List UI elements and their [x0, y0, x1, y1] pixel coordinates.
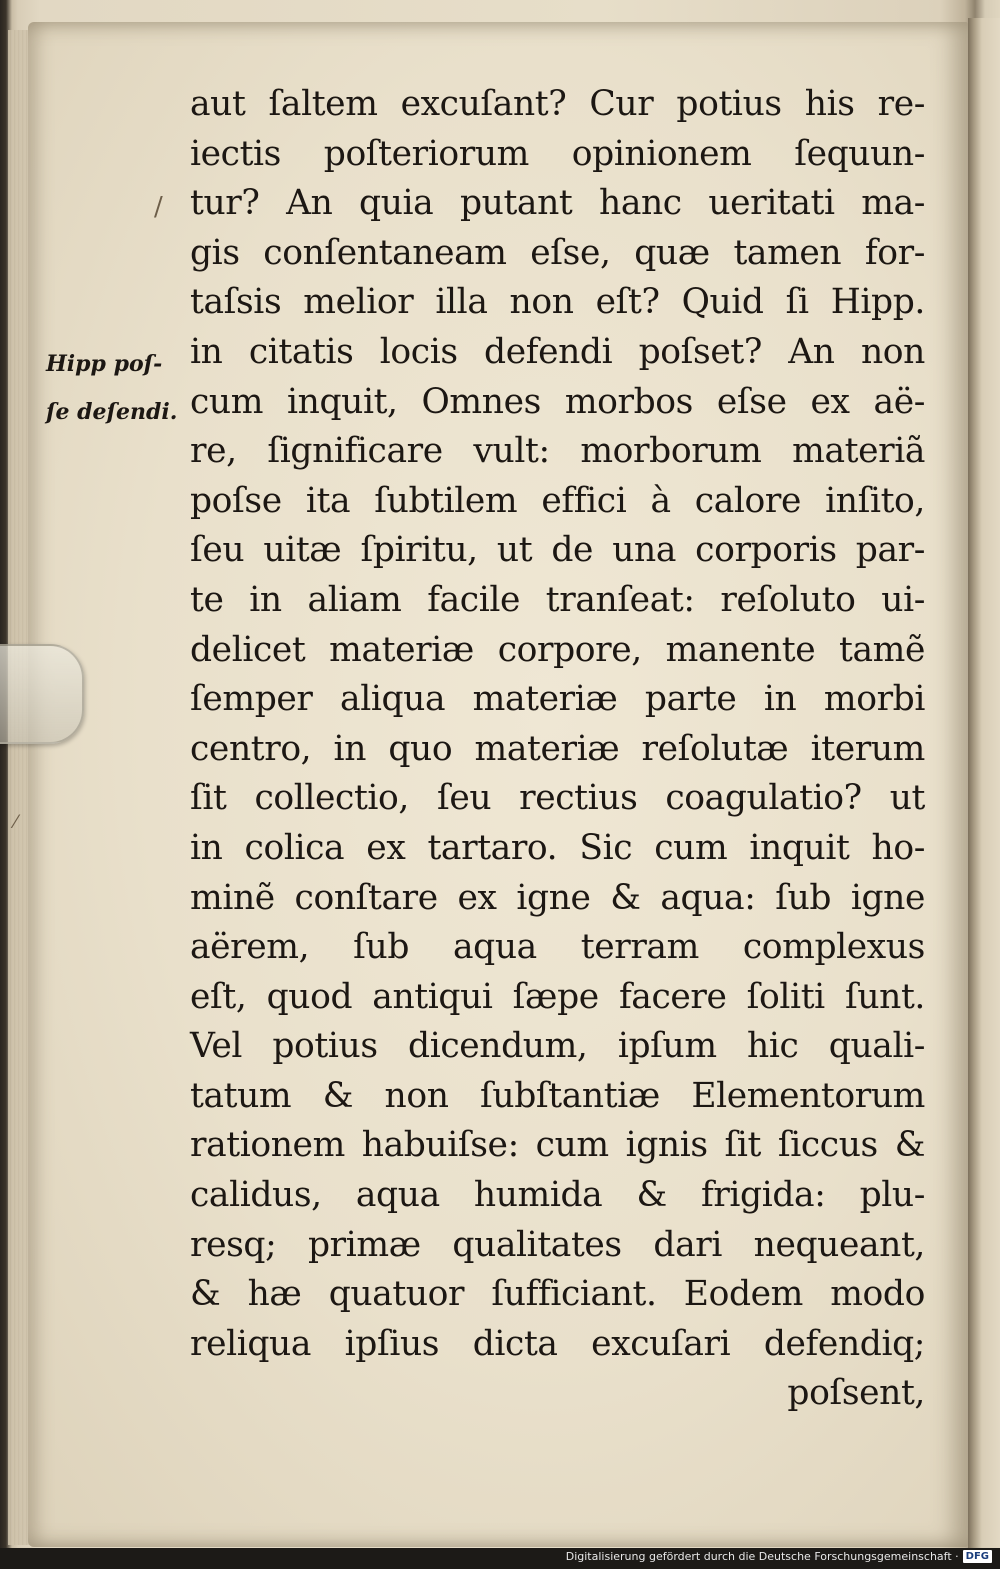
catchword: poſsent,	[787, 1373, 925, 1414]
footer-band	[0, 1548, 1000, 1569]
text-line: taſsis melior illa non eſt? Quid ſi Hipp.	[190, 282, 925, 323]
text-line: calidus, aqua humida & frigida: plu-	[190, 1175, 925, 1216]
text-line: delicet materiæ corpore, manente tamẽ	[190, 629, 925, 670]
marginal-note	[46, 340, 186, 436]
ink-mark: /	[154, 192, 163, 222]
text-line: in colica ex tartaro. Sic cum inquit ho-	[190, 827, 925, 868]
text-line: poſse ita ſubtilem effici à calore inſito,	[190, 480, 925, 521]
text-line: te in aliam facile tranſeat: reſoluto ui-	[190, 579, 925, 620]
left-page-edges	[8, 30, 30, 1545]
body-text	[190, 80, 925, 1419]
text-line: ſeu uitæ ſpiritu, ut de una corporis par-	[190, 530, 925, 571]
text-line: tur? An quia putant hanc ueritati ma-	[190, 183, 925, 224]
text-line: & hæ quatuor ſufficiant. Eodem modo	[190, 1274, 925, 1315]
text-line: iectis poſteriorum opinionem ſequun-	[190, 133, 925, 174]
text-line: cum inquit, Omnes morbos eſse ex aë-	[190, 381, 925, 422]
text-line: aut ſaltem excuſant? Cur potius his re-	[190, 84, 925, 124]
text-line: centro, in quo materiæ reſolutæ iterum	[190, 728, 925, 769]
text-line: eſt, quod antiqui ſæpe facere ſoliti ſunt.	[190, 976, 925, 1017]
text-line: tatum & non ſubſtantiæ Elementorum	[190, 1075, 925, 1116]
marginal-note-line: Hipp poſ-	[46, 351, 163, 377]
dfg-logo: DFG	[963, 1550, 992, 1563]
marginal-note-line: ſe deſendi.	[46, 399, 178, 425]
text-line: resq; primæ qualitates dari nequeant,	[190, 1224, 925, 1265]
clip-tab	[0, 644, 84, 744]
text-line: gis conſentaneam eſse, quæ tamen for-	[190, 232, 925, 273]
text-line: aërem, ſub aqua terram complexus	[190, 927, 925, 968]
ink-mark: ⁄	[14, 812, 18, 833]
funding-credit	[566, 1548, 992, 1565]
funding-credit-text: Digitalisierung gefördert durch die Deutsche Forschungsgemeinschaft ·	[565, 1550, 959, 1563]
text-line: Vel potius dicendum, ipſum hic quali-	[190, 1026, 925, 1067]
text-line: in citatis locis defendi poſset? An non	[190, 331, 925, 372]
text-line: rationem habuiſse: cum ignis ſit ſiccus &	[190, 1125, 925, 1166]
right-page-leaf	[968, 18, 1000, 1553]
text-line: minẽ conſtare ex igne & aqua: ſub igne	[190, 877, 925, 918]
text-line: reliqua ipſius dicta excuſari defendiq;	[190, 1323, 925, 1364]
text-line: ſit collectio, ſeu rectius coagulatio? ut	[190, 778, 925, 819]
text-line: ſemper aliqua materiæ parte in morbi	[190, 679, 925, 720]
text-line: re, ſignificare vult: morborum materiã	[190, 431, 925, 472]
